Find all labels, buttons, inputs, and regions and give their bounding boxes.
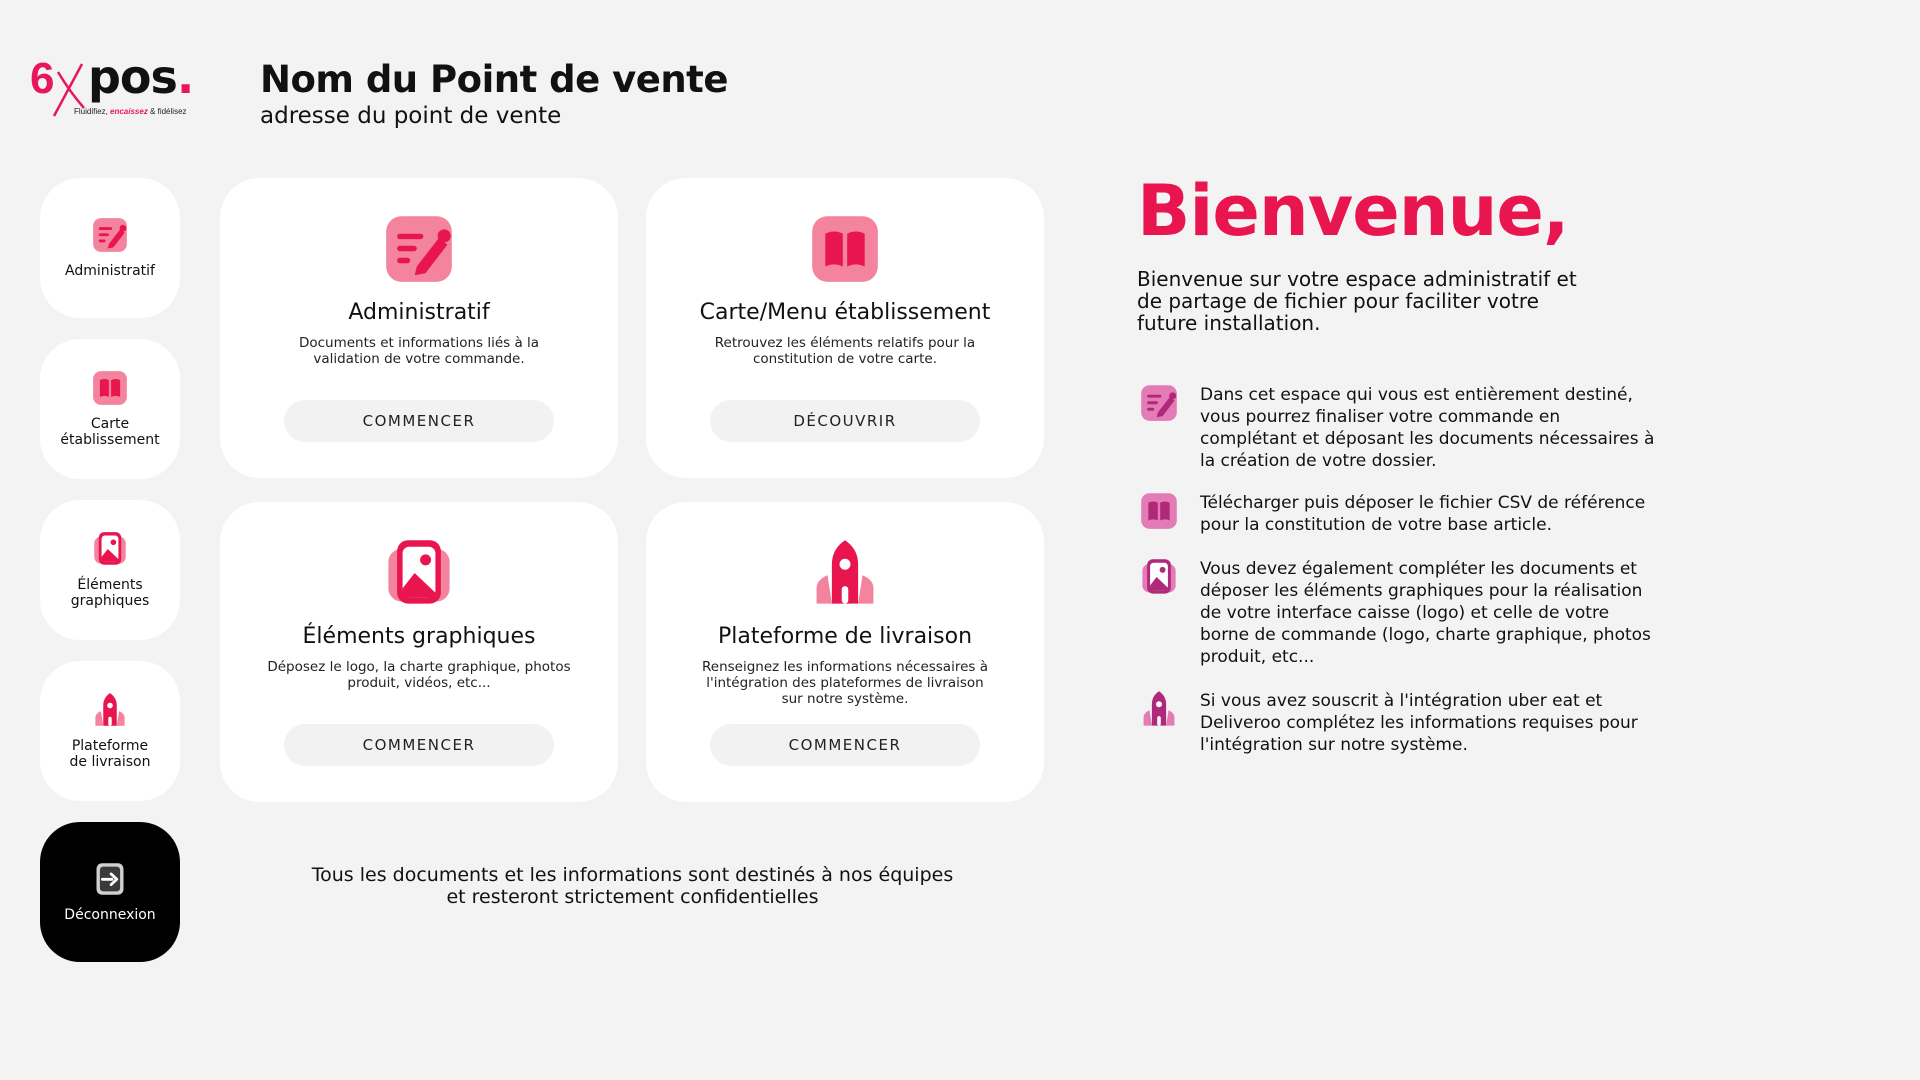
sidebar-item-carte[interactable] — [40, 339, 180, 479]
logo-tagline: Fluidifiez, encaissez & fidélisez — [74, 107, 187, 116]
info-item-administratif — [1140, 384, 1680, 472]
sidebar-item-label: Administratif — [65, 263, 155, 279]
sidebar-item-administratif[interactable] — [40, 178, 180, 318]
edit-document-icon — [384, 214, 454, 284]
welcome-title: Bienvenue, — [1137, 170, 1569, 252]
edit-document-icon — [92, 217, 128, 253]
commencer-administratif-button[interactable]: COMMENCER — [284, 400, 554, 442]
card-plateforme-livraison[interactable] — [646, 502, 1044, 802]
confidentiality-note: Tous les documents et les informations sont destinés à nos équipes et resteront strictement confidentielles — [311, 864, 954, 908]
card-description: Déposez le logo, la charte graphique, photos produit, vidéos, etc... — [267, 659, 571, 691]
store-address: adresse du point de vente — [260, 103, 562, 129]
card-title: Éléments graphiques — [302, 624, 536, 649]
brand-logo[interactable] — [30, 50, 198, 125]
rocket-icon — [1140, 690, 1178, 728]
book-icon — [1140, 492, 1178, 530]
info-text: Si vous avez souscrit à l'intégration uber eat et Deliveroo complétez les informations requises pour l'intégration sur notre système. — [1200, 691, 1638, 755]
card-description: Renseignez les informations nécessaires à l'intégration des plateformes de livraison sur notre système. — [702, 659, 988, 707]
page-title: Nom du Point de vente — [260, 58, 728, 101]
commencer-plateforme-livraison-button[interactable]: COMMENCER — [710, 724, 980, 766]
card-title: Carte/Menu établissement — [699, 300, 991, 325]
info-item-plateforme-livraison — [1140, 690, 1680, 756]
image-icon — [92, 531, 128, 567]
info-text: Dans cet espace qui vous est entièrement destiné, vous pourrez finaliser votre commande en complétant et déposant les documents nécessaires à la création de votre dossier. — [1200, 385, 1655, 471]
card-carte-menu[interactable] — [646, 178, 1044, 478]
sidebar-item-label: Éléments graphiques — [70, 577, 150, 609]
sidebar-item-label: Plateforme de livraison — [69, 738, 151, 770]
card-administratif[interactable] — [220, 178, 618, 478]
card-description: Documents et informations liés à la validation de votre commande. — [298, 335, 540, 367]
card-title: Plateforme de livraison — [717, 624, 973, 649]
rocket-icon — [92, 692, 128, 728]
rocket-icon — [810, 538, 880, 608]
logo-wordmark: pos. — [88, 50, 194, 104]
info-text: Télécharger puis déposer le fichier CSV de référence pour la constitution de votre base article. — [1200, 493, 1646, 535]
sidebar-item-elements-graphiques[interactable] — [40, 500, 180, 640]
logout-icon — [92, 861, 128, 897]
decouvrir-carte-button[interactable]: DÉCOUVRIR — [710, 400, 980, 442]
card-elements-graphiques[interactable] — [220, 502, 618, 802]
book-icon — [810, 214, 880, 284]
info-text: Vous devez également compléter les documents et déposer les éléments graphiques pour la réalisation de votre interface caisse (logo) et celle de votre borne de commande (logo, charte graphique, photos produit, etc... — [1200, 559, 1651, 667]
image-icon — [384, 538, 454, 608]
logout-button[interactable] — [40, 822, 180, 962]
book-icon — [92, 370, 128, 406]
info-item-carte — [1140, 492, 1680, 536]
logo-number: 6 — [30, 54, 53, 103]
sidebar-item-plateforme-livraison[interactable] — [40, 661, 180, 801]
commencer-elements-graphiques-button[interactable]: COMMENCER — [284, 724, 554, 766]
card-description: Retrouvez les éléments relatifs pour la constitution de votre carte. — [714, 335, 976, 367]
info-item-elements-graphiques — [1140, 558, 1680, 668]
welcome-intro: Bienvenue sur votre espace administratif et de partage de fichier pour faciliter votre future installation. — [1137, 267, 1577, 335]
card-title: Administratif — [348, 300, 490, 325]
sidebar-item-label: Carte établissement — [60, 416, 160, 448]
image-icon — [1140, 558, 1178, 596]
edit-document-icon — [1140, 384, 1178, 422]
logout-label: Déconnexion — [64, 907, 156, 923]
